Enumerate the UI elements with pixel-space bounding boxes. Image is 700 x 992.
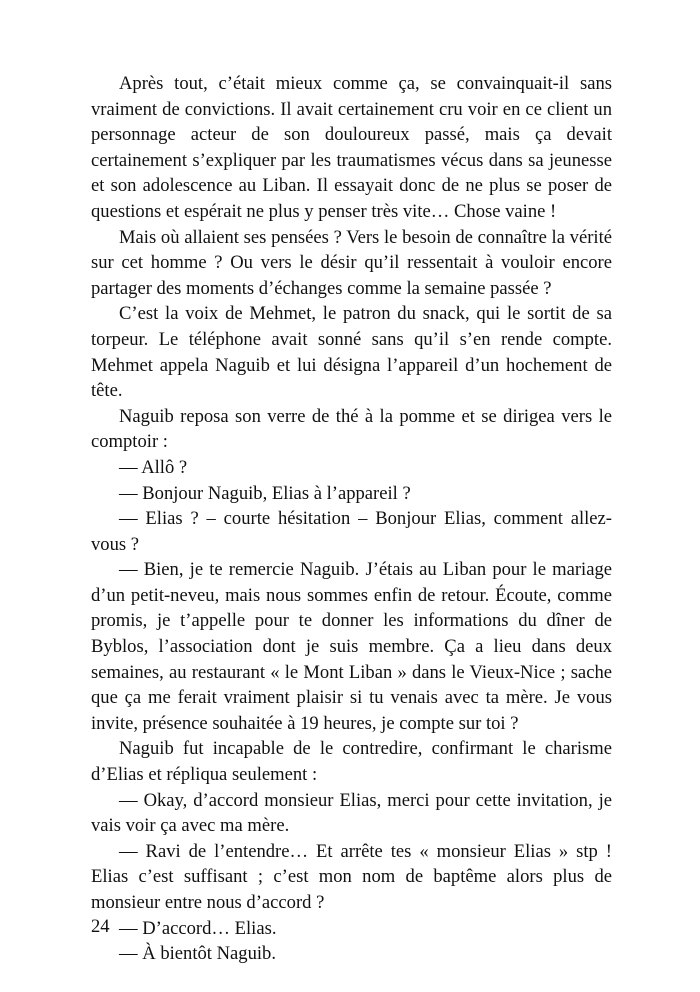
paragraph: C’est la voix de Mehmet, le patron du snack, qui le sortit de sa torpeur. Le téléphone avait sonné sans qu’il s’en rende compte. Mehmet appela Naguib et lui désigna l’appareil d’un hochement de tête. (91, 303, 612, 402)
paragraph: Mais où allaient ses pensées ? Vers le besoin de connaître la vérité sur cet homme ? Ou vers le désir qu’il ressentait à vouloir encore partager des moments d’échanges comme la semaine passée ? (91, 226, 612, 299)
page-number: 24 (91, 916, 110, 937)
dialogue-line: — Bien, je te remercie Naguib. J’étais au Liban pour le mariage d’un petit-neveu, mais nous sommes enfin de retour. Écoute, comme promis, je t’appelle pour te donner les informations du dîner de Byblos, l’association dont je suis membre. Ça a lieu dans deux semaines, au restaurant « le Mont Liban » dans le Vieux-Nice ; sache que ça me ferait vraiment plaisir si tu venais avec ta mère. Je vous invite, présence souhaitée à 19 heures, je compte sur toi ? (91, 559, 612, 734)
paragraph: Naguib fut incapable de le contredire, confirmant le charisme d’Elias et répliqua seulement : (91, 738, 612, 786)
dialogue-line: — D’accord… Elias. (119, 917, 277, 939)
dialogue-line: — À bientôt Naguib. (119, 943, 276, 965)
dialogue-line: — Ravi de l’entendre… Et arrête tes « monsieur Elias » stp ! Elias c’est suffisant ; c’est mon nom de baptême alors plus de monsieur entre nous d’accord ? (91, 840, 612, 913)
dialogue-line: — Bonjour Naguib, Elias à l’appareil ? (119, 482, 411, 504)
dialogue-line: — Elias ? – courte hésitation – Bonjour Elias, comment allez-vous ? (91, 508, 612, 555)
dialogue-line: — Allô ? (119, 456, 188, 478)
dialogue-line: — Okay, d’accord monsieur Elias, merci pour cette invitation, je vais voir ça avec ma mère. (91, 789, 612, 837)
paragraph: Après tout, c’était mieux comme ça, se convainquait-il sans vraiment de convictions. Il avait certainement cru voir en ce client un personnage acteur de son douloureux passé, mais ça devait certainement s’expliquer par les traumatismes vécus dans sa jeunesse et son adolescence au Liban. Il essayait donc de ne plus se poser de questions et espérait ne plus y penser très vite… Chose vaine ! (91, 73, 612, 222)
paragraph: Naguib reposa son verre de thé à la pomme et se dirigea vers le comptoir : (91, 405, 612, 453)
page-body-text (91, 71, 612, 967)
